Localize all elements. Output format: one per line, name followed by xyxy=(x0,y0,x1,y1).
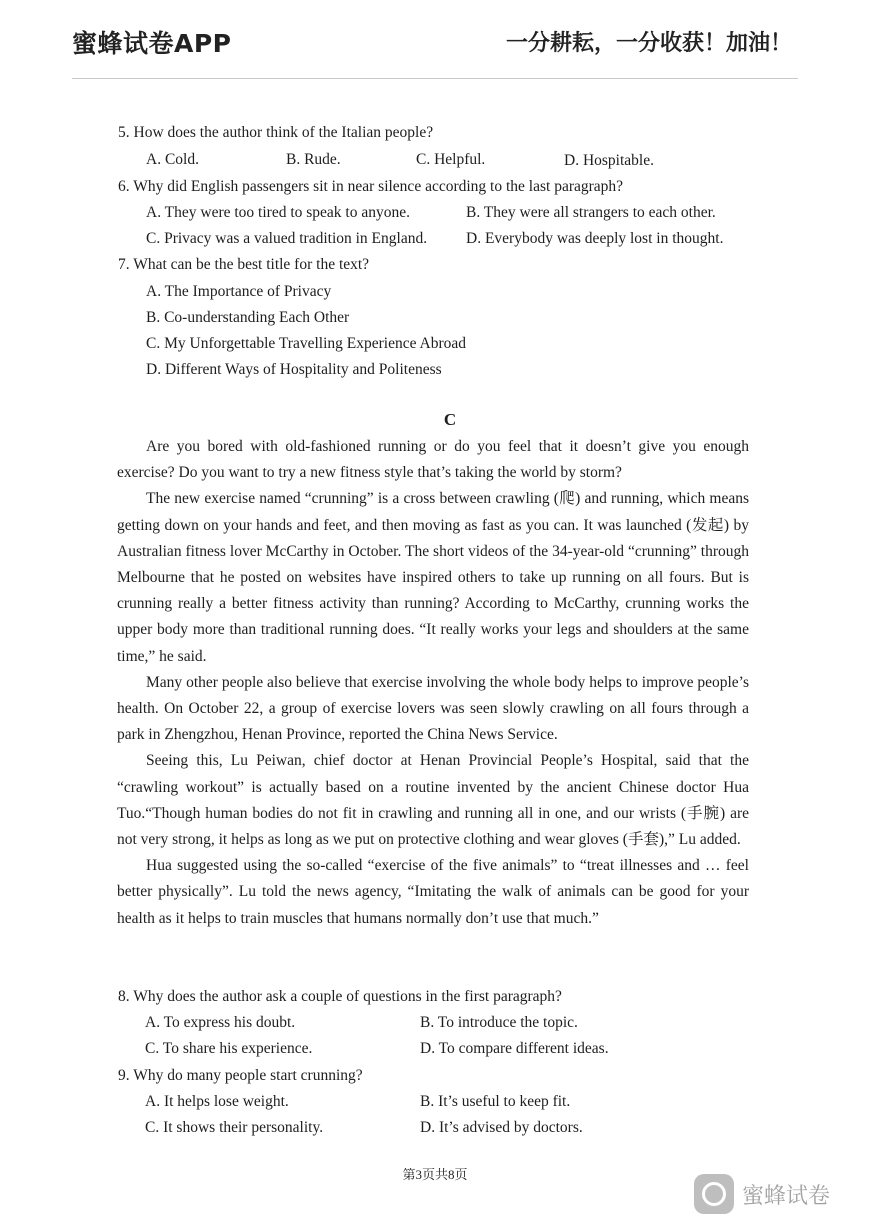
q5-option-b: B. Rude. xyxy=(286,151,341,168)
q6-option-b: B. They were all strangers to each other. xyxy=(466,204,716,221)
question-7: 7. What can be the best title for the text? xyxy=(118,256,370,273)
question-5: 5. How does the author think of the Italian people? xyxy=(118,124,434,141)
q7-option-a: A. The Importance of Privacy xyxy=(146,283,332,300)
page-number: 第3页共8页 xyxy=(402,1167,468,1182)
q5-option-a: A. Cold. xyxy=(146,151,199,168)
question-6: 6. Why did English passengers sit in near silence according to the last paragraph? xyxy=(118,178,624,195)
q7-option-b: B. Co-understanding Each Other xyxy=(146,309,350,326)
q9-option-d: D. It’s advised by doctors. xyxy=(420,1119,583,1136)
passage-paragraph-1: Are you bored with old-fashioned running or do you feel that it doesn’t give you enough exercise? Do you want to try a new fitness style that’s taking the world by storm? xyxy=(117,438,749,482)
watermark xyxy=(694,1174,830,1214)
q6-option-d: D. Everybody was deeply lost in thought. xyxy=(466,230,724,247)
passage xyxy=(117,434,749,932)
question-8: 8. Why does the author ask a couple of questions in the first paragraph? xyxy=(118,988,562,1005)
slogan: 一分耕耘，一分收获！加油！ xyxy=(505,31,792,56)
q8-option-d: D. To compare different ideas. xyxy=(420,1040,609,1057)
q9-option-c: C. It shows their personality. xyxy=(145,1119,324,1136)
q5-option-c: C. Helpful. xyxy=(416,151,486,168)
bee-logo-icon xyxy=(694,1174,734,1214)
header-divider xyxy=(72,78,798,79)
q8-option-a: A. To express his doubt. xyxy=(145,1014,296,1031)
passage-paragraph-5: Hua suggested using the so-called “exercise of the five animals” to “treat illnesses and … feel better physically”. Lu told the news agency, “Imitating the walk of animals can be good for your health as it helps to train muscles that humans normally don’t use that much.” xyxy=(117,857,749,927)
q5-option-d: D. Hospitable. xyxy=(564,152,654,169)
q9-option-a: A. It helps lose weight. xyxy=(145,1093,289,1110)
q8-option-b: B. To introduce the topic. xyxy=(420,1014,578,1031)
brand-title: 蜜蜂试卷APP xyxy=(72,29,232,58)
q8-option-c: C. To share his experience. xyxy=(145,1040,313,1057)
watermark-text: 蜜蜂试卷 xyxy=(742,1183,831,1209)
passage-paragraph-4: Seeing this, Lu Peiwan, chief doctor at Henan Provincial People’s Hospital, said that the “crawling workout” is actually based on a routine invented by the ancient Chinese doctor Hua Tuo.“Though human bodies do not fit in crawling and running all in one, and our wrists (手腕) are not very strong, it helps as long as we put on protective clothing and wear gloves (手套),” Lu added. xyxy=(117,752,749,849)
q9-option-b: B. It’s useful to keep fit. xyxy=(420,1093,571,1110)
q7-option-d: D. Different Ways of Hospitality and Politeness xyxy=(146,361,442,378)
q6-option-c: C. Privacy was a valued tradition in England. xyxy=(146,230,428,247)
q6-option-a: A. They were too tired to speak to anyone. xyxy=(146,204,410,221)
passage-paragraph-3: Many other people also believe that exercise involving the whole body helps to improve people’s health. On October 22, a group of exercise lovers was seen slowly crawling on all fours through a park in Zhengzhou, Henan Province, reported the China News Service. xyxy=(117,673,749,744)
section-heading: C xyxy=(443,410,457,429)
question-9: 9. Why do many people start crunning? xyxy=(118,1067,363,1084)
passage-paragraph-2: The new exercise named “crunning” is a cross between crawling (爬) and running, which means getting down on your hands and feet, and then moving as fast as you can. It was launched (发起) by Australian fitness lover McCarthy in October. The short videos of the 34-year-old “crunning” through Melbourne that he posted on websites have inspired others to take up running on all fours. But is crunning really a better fitness activity than running? According to McCarthy, crunning works the upper body more than traditional running does. “It really works your legs and shoulders at the same time,” he said. xyxy=(117,490,749,665)
q7-option-c: C. My Unforgettable Travelling Experience Abroad xyxy=(146,335,466,352)
